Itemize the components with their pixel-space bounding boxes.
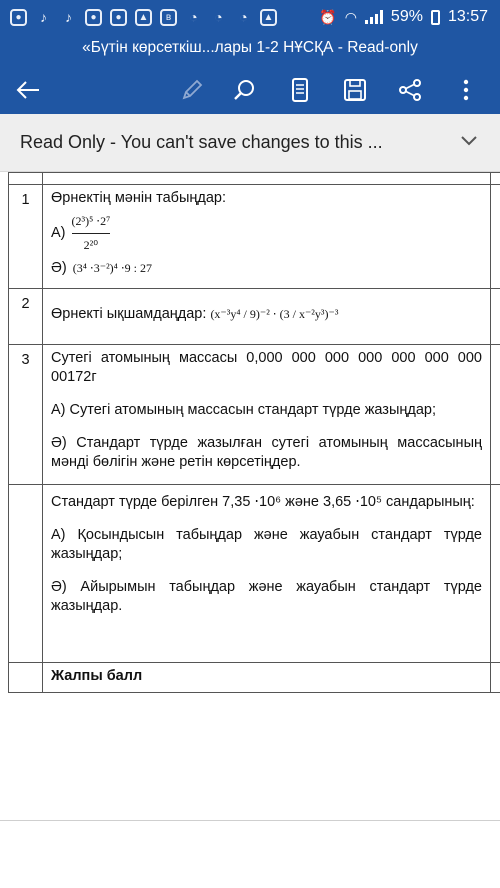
page-divider xyxy=(0,820,500,821)
rss-icon: ◔ xyxy=(214,9,223,25)
total-score-label: Жалпы балл xyxy=(43,663,491,693)
task-text: Ә) Стандарт түрде жазылған сутегі атомының массасының мәнді бөлігін және ретін көрсетіңдер. xyxy=(51,435,482,470)
instagram-icon: ● xyxy=(85,9,102,26)
banner-text: Read Only - You can't save changes to this ... xyxy=(20,132,383,152)
rss-icon: ◔ xyxy=(189,9,198,25)
battery-level: 59% xyxy=(390,8,423,25)
table-row xyxy=(9,185,500,289)
task-title: Өрнекті ықшамдаңдар: xyxy=(51,306,207,322)
rss-icon: ◔ xyxy=(239,9,248,25)
row-number: 3 xyxy=(9,345,43,485)
table-row xyxy=(9,173,500,185)
share-icon[interactable] xyxy=(394,74,426,106)
document-page[interactable] xyxy=(0,172,500,888)
expression: (x⁻³y⁴ / 9)⁻² ⋅ (3 / x⁻²y³)⁻³ xyxy=(210,307,339,321)
instagram-icon: ● xyxy=(10,9,27,26)
clock: 13:57 xyxy=(447,8,488,25)
task-text: А) Қосындысын табыңдар және жауабын стандарт түрде жазыңдар; xyxy=(51,527,482,562)
battery-icon xyxy=(431,10,440,25)
task-text: Сутегі атомының массасы 0,000 000 000 000 000 000 000 00172г xyxy=(51,350,482,385)
search-icon[interactable] xyxy=(229,74,261,106)
alarm-icon: ⏰ xyxy=(319,8,337,25)
vk-icon: в xyxy=(160,9,177,26)
table-row xyxy=(9,663,500,693)
save-icon[interactable] xyxy=(339,74,371,106)
task-title: Өрнектің мәнін табыңдар: xyxy=(51,190,227,206)
table-row xyxy=(9,485,500,663)
read-only-banner[interactable] xyxy=(0,114,500,172)
tiktok-icon: ♪ xyxy=(65,9,72,25)
more-icon[interactable] xyxy=(450,74,482,106)
status-right xyxy=(319,8,488,26)
tiktok-icon: ♪ xyxy=(40,9,47,25)
task-text: Ә) Айырымын табыңдар және жауабын стандарт түрде жазыңдар. xyxy=(51,579,482,614)
signal-icon xyxy=(365,10,383,24)
table-row xyxy=(9,345,500,485)
photo-icon: ▲ xyxy=(135,9,152,26)
notification-icons xyxy=(10,9,277,26)
table-row xyxy=(9,289,500,345)
back-arrow-icon[interactable] xyxy=(12,74,44,106)
instagram-icon: ● xyxy=(110,9,127,26)
task-text: Стандарт түрде берілген 7,35 ⋅10⁶ және 3,65 ⋅10⁵ сандарының: xyxy=(51,494,475,510)
option-label: Ә) xyxy=(51,260,67,276)
option-label: А) xyxy=(51,225,66,241)
document-title: «Бүтін көрсеткіш...лары 1-2 НҰСҚА - Read-only xyxy=(0,34,500,64)
row-number: 2 xyxy=(9,289,43,345)
wifi-icon: ◠ xyxy=(344,8,357,25)
task-table xyxy=(8,172,500,693)
fraction xyxy=(72,212,111,255)
status-bar xyxy=(0,0,500,34)
task-text: А) Сутегі атомының массасын стандарт түрде жазыңдар; xyxy=(51,402,436,418)
fraction-denominator: 2²⁰ xyxy=(83,238,99,252)
gallery-icon: ▲ xyxy=(260,9,277,26)
chevron-down-icon[interactable] xyxy=(460,134,478,152)
fraction-numerator: (2³)⁵ ⋅2⁷ xyxy=(71,214,111,228)
pen-icon[interactable] xyxy=(176,74,208,106)
reader-icon[interactable] xyxy=(284,74,316,106)
toolbar xyxy=(0,64,500,114)
row-number: 1 xyxy=(9,185,43,289)
expression: (3⁴ ⋅3⁻²)⁴ ⋅9 : 27 xyxy=(72,261,153,275)
